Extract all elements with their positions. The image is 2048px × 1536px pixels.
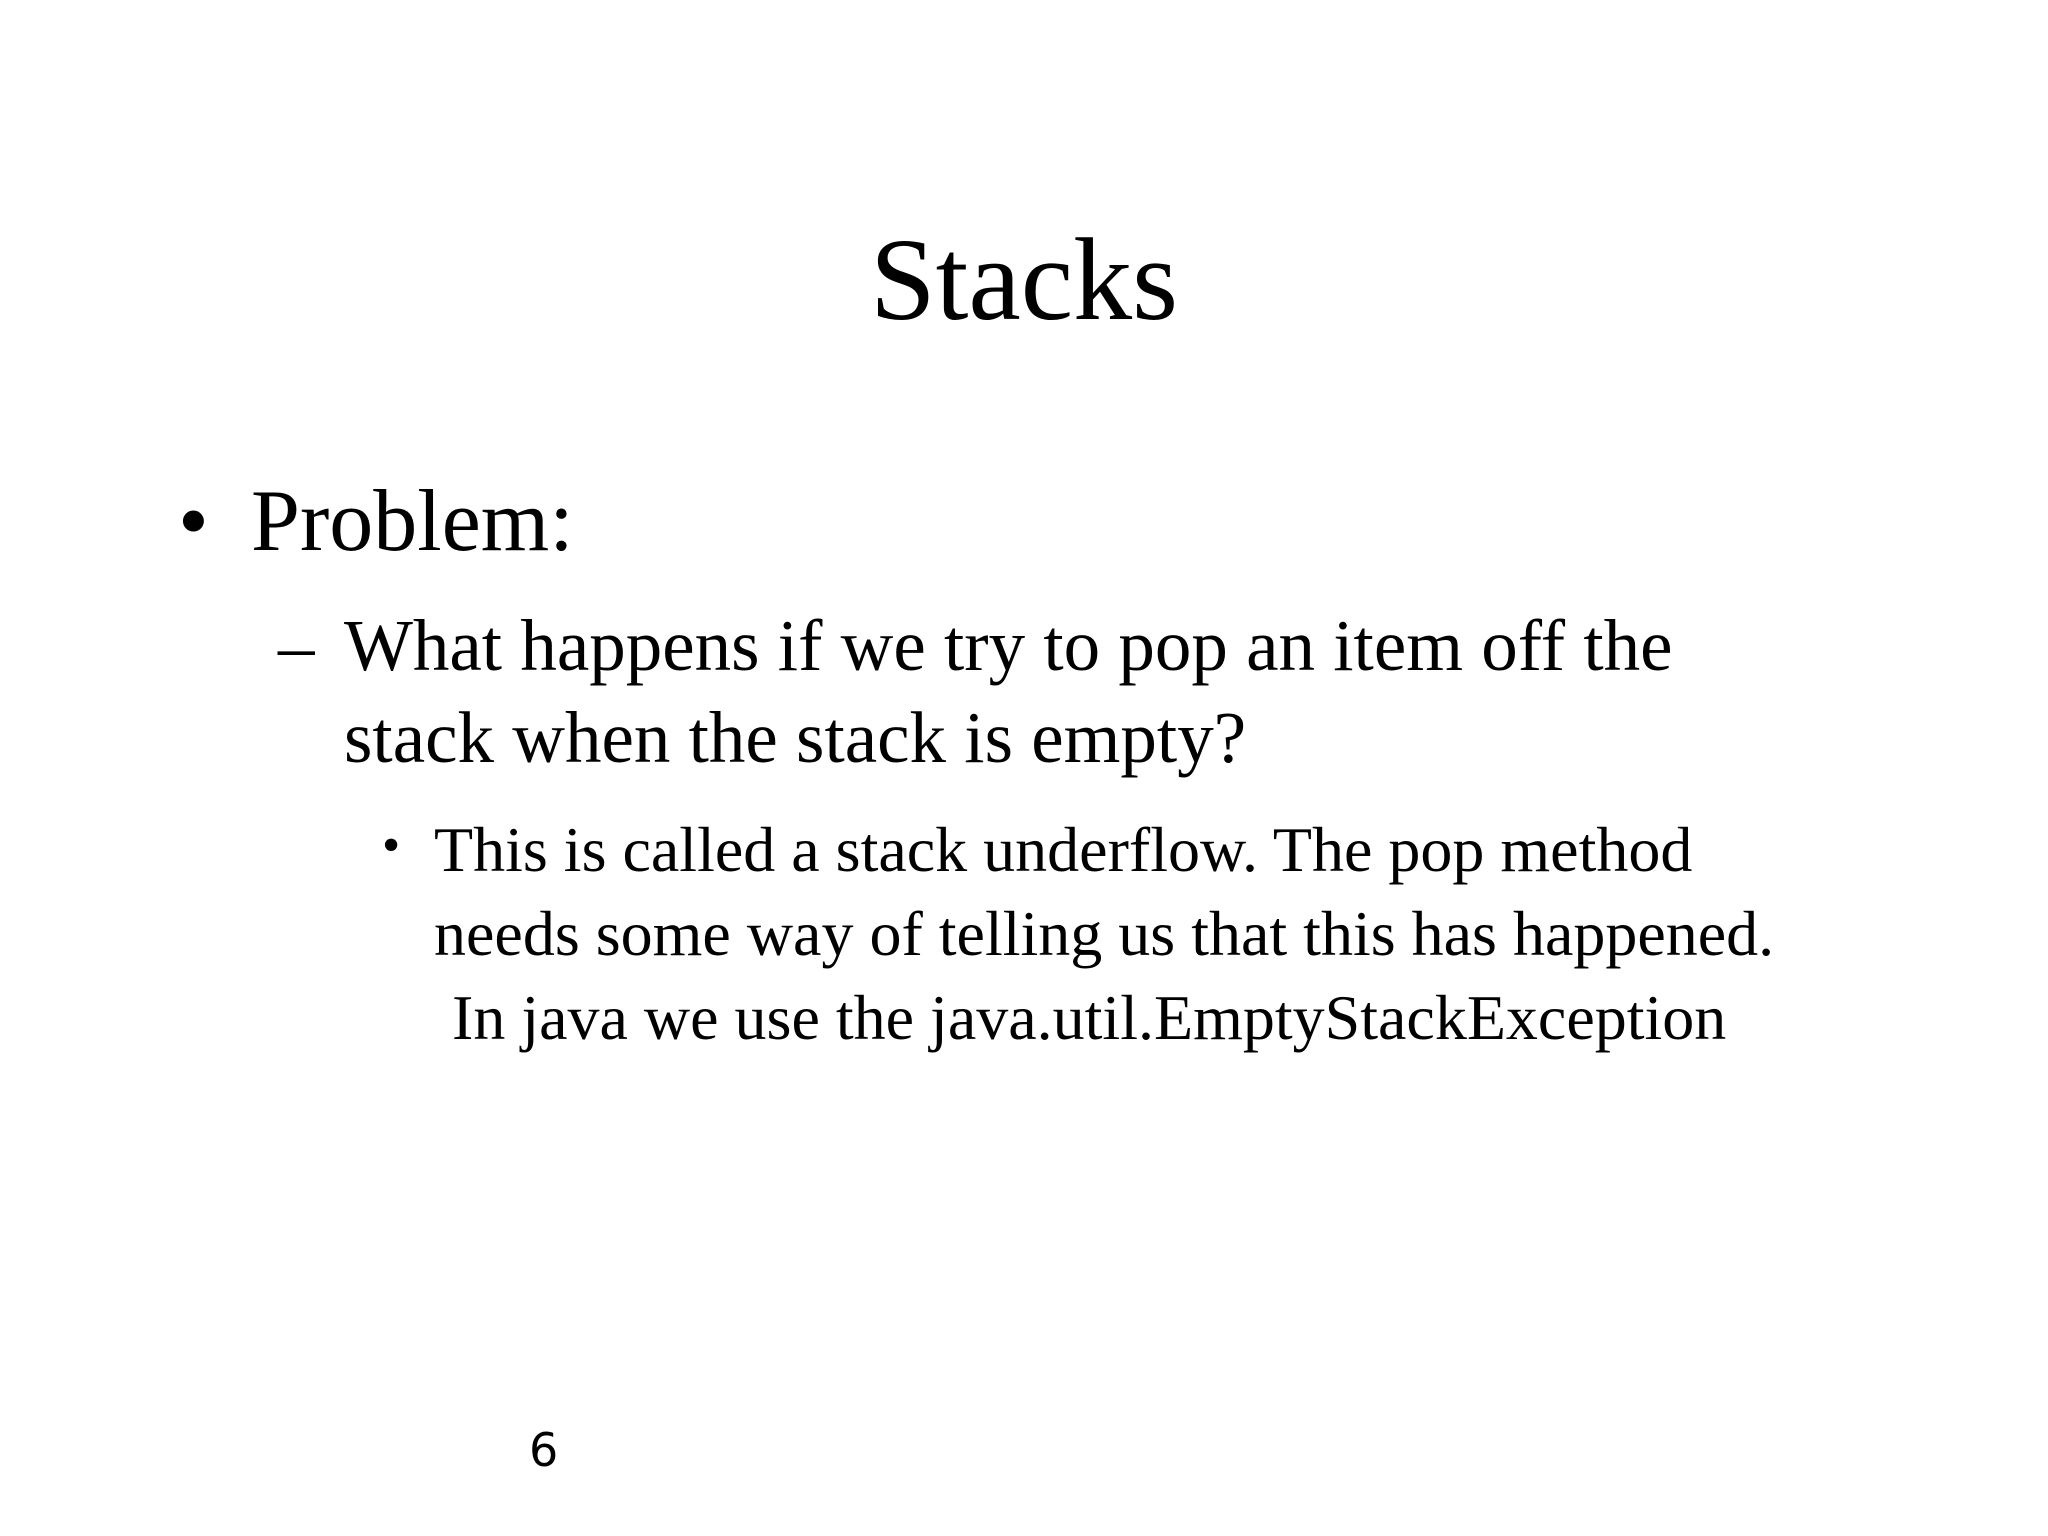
bullet-level-2-line: What happens if we try to pop an item off the	[344, 605, 1673, 686]
bullet-small-icon: •	[382, 817, 401, 874]
dash-icon: –	[278, 605, 315, 686]
bullet-level-1-text: Problem:	[251, 473, 574, 570]
bullet-level-3-line: This is called a stack underflow. The pop method	[434, 814, 1693, 885]
bullet-icon: •	[178, 473, 209, 570]
page-number: 6	[529, 1423, 559, 1477]
bullet-level-3-line: In java we use the java.util.EmptyStackException	[452, 982, 1727, 1053]
bullet-level-2-text	[344, 600, 1844, 784]
bullet-level-2-line: stack when the stack is empty?	[344, 697, 1247, 778]
slide-title: Stacks	[869, 214, 1179, 345]
bullet-level-3-text	[434, 808, 1954, 1060]
bullet-level-3-line: needs some way of telling us that this has happened.	[434, 898, 1775, 969]
